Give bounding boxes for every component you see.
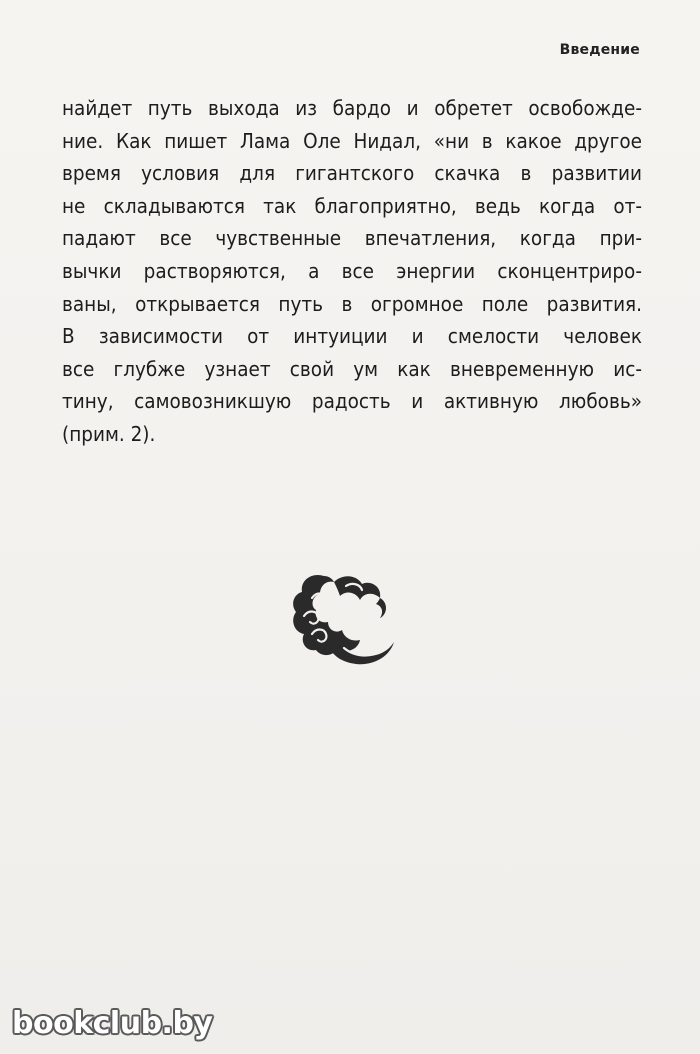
cloud-wave-ornament-icon [290, 568, 396, 668]
paragraph-line: время условия для гигантского скачка в развитии [62, 161, 642, 186]
paragraph-line: падают все чувственные впечатления, когда при- [62, 226, 642, 251]
paragraph-line: вычки растворяются, а все энергии сконцентриро- [62, 258, 642, 283]
paragraph-line: В зависимости от интуиции и смелости человек [62, 324, 642, 349]
paragraph-line: ние. Как пишет Лама Оле Нидал, «ни в какое другое [62, 128, 642, 153]
paragraph-line: не складываются так благоприятно, ведь когда от- [62, 193, 642, 218]
paragraph-line: все глубже узнает свой ум как вневременную ис- [62, 356, 642, 381]
paragraph-line: тину, самовозникшую радость и активную любовь» [62, 389, 642, 414]
running-head: Введение [559, 42, 640, 58]
paragraph-line: найдет путь выхода из бардо и обретет освобожде- [62, 96, 642, 120]
body-paragraph [62, 92, 642, 451]
paragraph-line: ваны, открывается путь в огромное поле развития. [62, 291, 642, 316]
watermark-logo: bookclub.by [12, 1006, 213, 1041]
paragraph-line: (прим. 2). [62, 421, 156, 446]
